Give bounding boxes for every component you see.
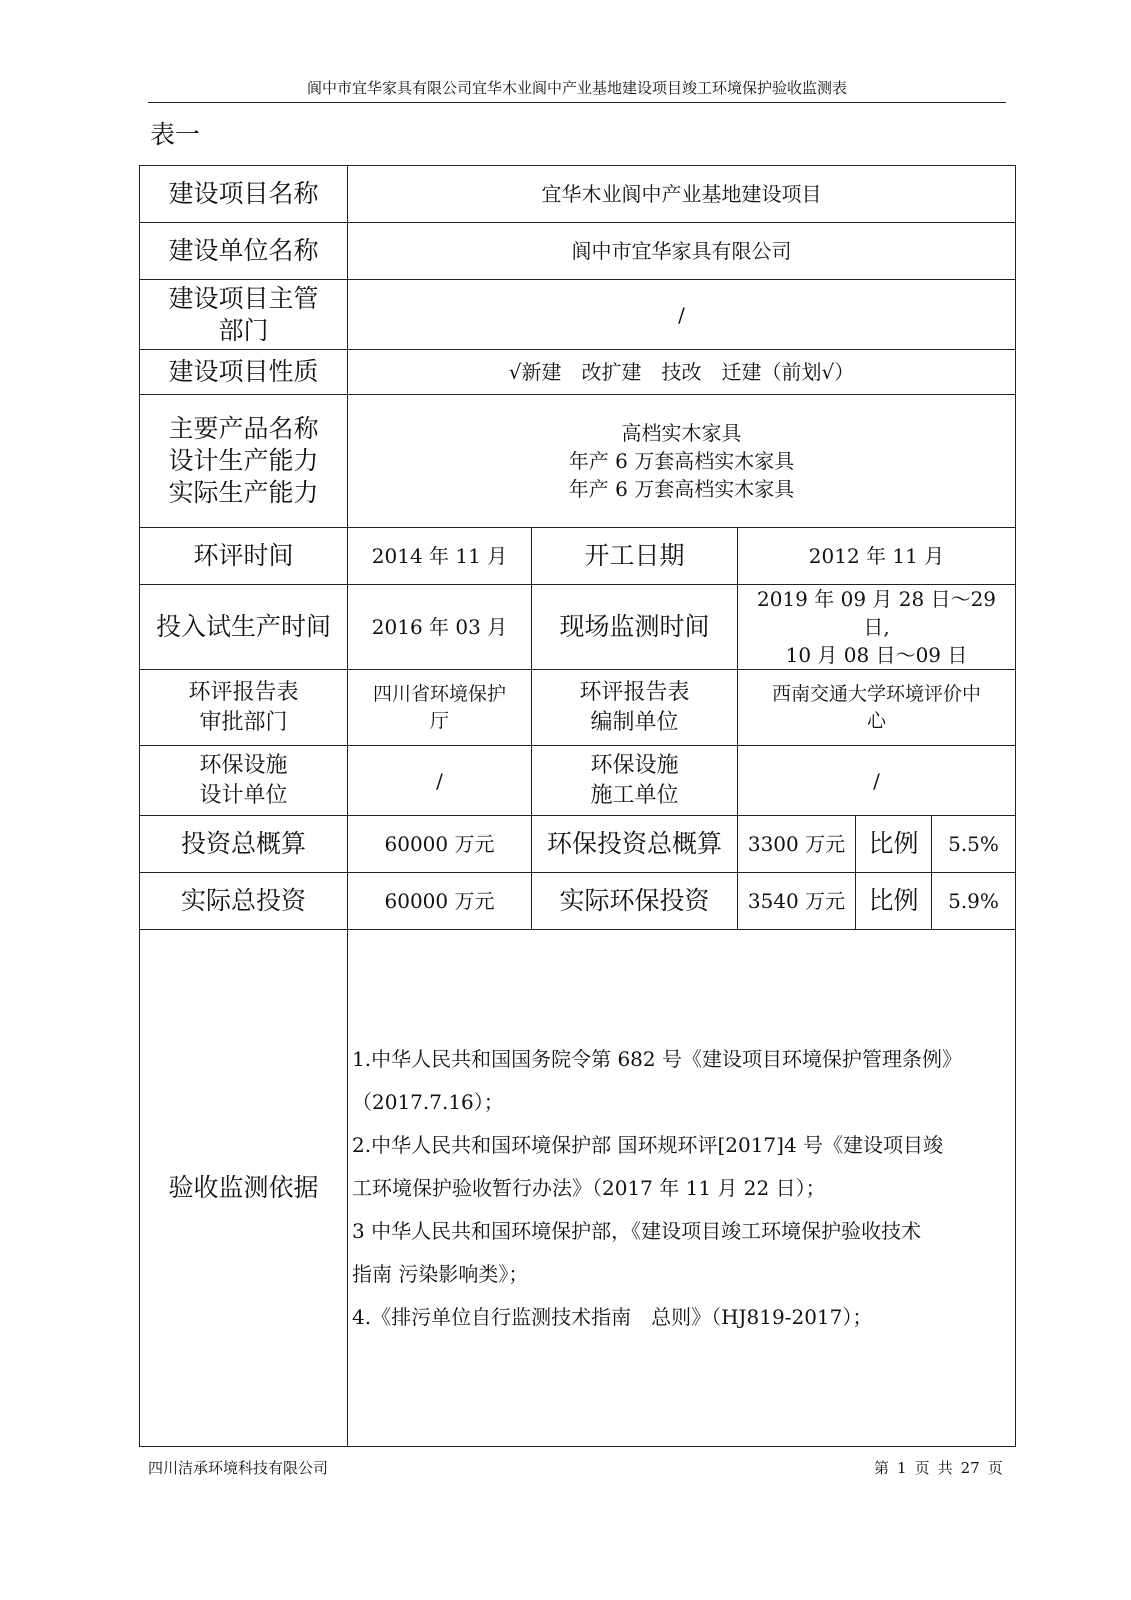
- approval-dept-label: [140, 670, 348, 746]
- construction-unit-label-line1: 环保设施: [590, 752, 679, 778]
- row-competent-dept: [140, 280, 1016, 350]
- row-trial-time: [140, 585, 1016, 670]
- products-value-line2: 年产 6 万套高档实木家具: [568, 449, 795, 473]
- eia-time-label: 环评时间: [140, 528, 348, 585]
- products-label-line1: 主要产品名称: [168, 414, 319, 443]
- page-suffix: 页: [987, 1459, 1003, 1477]
- monitor-time-value-line2: 10 月 08 日～09 日: [785, 643, 968, 667]
- row-design-unit: [140, 746, 1016, 816]
- row-nature: [140, 350, 1016, 395]
- eia-time-value: 2014 年 11 月: [348, 528, 532, 585]
- approval-dept-value-line2: 厅: [429, 709, 449, 732]
- monitor-time-value: [738, 585, 1016, 670]
- basis-item: 指南 污染影响类》；: [352, 1261, 529, 1286]
- construction-unit-value: /: [738, 746, 1016, 816]
- budget-label: 投资总概算: [140, 816, 348, 873]
- approval-dept-label-line2: 审批部门: [199, 709, 288, 735]
- construction-unit-label-line2: 施工单位: [590, 782, 679, 808]
- page-mid: 页: [914, 1459, 930, 1477]
- row-basis: [140, 930, 1016, 1447]
- page-total-prefix: 共: [937, 1459, 953, 1477]
- budget-ratio-label: 比例: [856, 816, 932, 873]
- design-unit-label: [140, 746, 348, 816]
- page-current: 1: [897, 1459, 907, 1477]
- project-name-value: 宜华木业阆中产业基地建设项目: [348, 166, 1016, 223]
- basis-item: 4.《排污单位自行监测技术指南 总则》（HJ819-2017）；: [352, 1304, 873, 1329]
- products-label-line3: 实际生产能力: [168, 478, 319, 507]
- unit-name-label: 建设单位名称: [140, 223, 348, 280]
- approval-dept-value: [348, 670, 532, 746]
- unit-name-value: 阆中市宜华家具有限公司: [348, 223, 1016, 280]
- compile-unit-value-line1: 西南交通大学环境评价中: [772, 682, 982, 705]
- basis-item: 工环境保护验收暂行办法》（2017 年 11 月 22 日）；: [352, 1175, 826, 1200]
- design-unit-value: /: [348, 746, 532, 816]
- document-header: 阆中市宜华家具有限公司宜华木业阆中产业基地建设项目竣工环境保护验收监测表: [306, 79, 847, 97]
- compile-unit-label-line2: 编制单位: [590, 709, 679, 735]
- nature-value: √新建 改扩建 技改 迁建（前划√）: [348, 350, 1016, 395]
- row-budget: [140, 816, 1016, 873]
- products-label: [140, 395, 348, 528]
- footer-company: 四川洁承环境科技有限公司: [148, 1459, 329, 1477]
- start-date-label: 开工日期: [532, 528, 738, 585]
- actual-ratio-value: 5.9%: [932, 873, 1016, 930]
- compile-unit-label-line1: 环评报告表: [579, 679, 690, 705]
- compile-unit-label: [532, 670, 738, 746]
- footer-page-number: [870, 1458, 1007, 1478]
- page-total: 27: [960, 1459, 980, 1477]
- budget-ratio-value: 5.5%: [932, 816, 1016, 873]
- design-unit-label-line2: 设计单位: [199, 782, 288, 808]
- approval-dept-value-line1: 四川省环境保护: [372, 682, 506, 705]
- project-info-table: [139, 165, 1016, 1447]
- basis-item: 2.中华人民共和国环境保护部 国环规环评[2017]4 号《建设项目竣: [352, 1132, 944, 1157]
- basis-content: [348, 930, 1016, 1447]
- products-value: [348, 395, 1016, 528]
- start-date-value: 2012 年 11 月: [738, 528, 1016, 585]
- actual-value: 60000 万元: [348, 873, 532, 930]
- products-value-line1: 高档实木家具: [621, 421, 742, 445]
- row-products: [140, 395, 1016, 528]
- design-unit-label-line1: 环保设施: [199, 752, 288, 778]
- env-budget-label: 环保投资总概算: [532, 816, 738, 873]
- competent-dept-label-line2: 部门: [218, 315, 269, 345]
- products-label-line2: 设计生产能力: [168, 446, 319, 475]
- products-value-line3: 年产 6 万套高档实木家具: [568, 477, 795, 501]
- env-budget-value: 3300 万元: [738, 816, 856, 873]
- monitor-time-value-line1: 2019 年 09 月 28 日～29 日,: [756, 587, 997, 639]
- compile-unit-value: [738, 670, 1016, 746]
- competent-dept-label: [140, 280, 348, 350]
- row-project-name: [140, 166, 1016, 223]
- row-unit-name: [140, 223, 1016, 280]
- row-actual: [140, 873, 1016, 930]
- trial-time-label: 投入试生产时间: [140, 585, 348, 670]
- env-actual-value: 3540 万元: [738, 873, 856, 930]
- budget-value: 60000 万元: [348, 816, 532, 873]
- competent-dept-value: /: [348, 280, 1016, 350]
- table-label: 表一: [150, 120, 201, 149]
- project-name-label: 建设项目名称: [140, 166, 348, 223]
- basis-item: 3 中华人民共和国环境保护部，《建设项目竣工环境保护验收技术: [352, 1218, 922, 1243]
- row-approval: [140, 670, 1016, 746]
- page-prefix: 第: [874, 1459, 890, 1477]
- header-rule: [148, 102, 1006, 103]
- basis-item: 1.中华人民共和国国务院令第 682 号《建设项目环境保护管理条例》: [352, 1046, 962, 1071]
- actual-ratio-label: 比例: [856, 873, 932, 930]
- construction-unit-label: [532, 746, 738, 816]
- basis-label: 验收监测依据: [140, 930, 348, 1447]
- nature-label: 建设项目性质: [140, 350, 348, 395]
- basis-item: （2017.7.16）；: [352, 1089, 504, 1114]
- actual-label: 实际总投资: [140, 873, 348, 930]
- row-eia-time: [140, 528, 1016, 585]
- trial-time-value: 2016 年 03 月: [348, 585, 532, 670]
- compile-unit-value-line2: 心: [867, 709, 887, 732]
- monitor-time-label: 现场监测时间: [532, 585, 738, 670]
- env-actual-label: 实际环保投资: [532, 873, 738, 930]
- competent-dept-label-line1: 建设项目主管: [168, 283, 319, 313]
- approval-dept-label-line1: 环评报告表: [188, 679, 299, 705]
